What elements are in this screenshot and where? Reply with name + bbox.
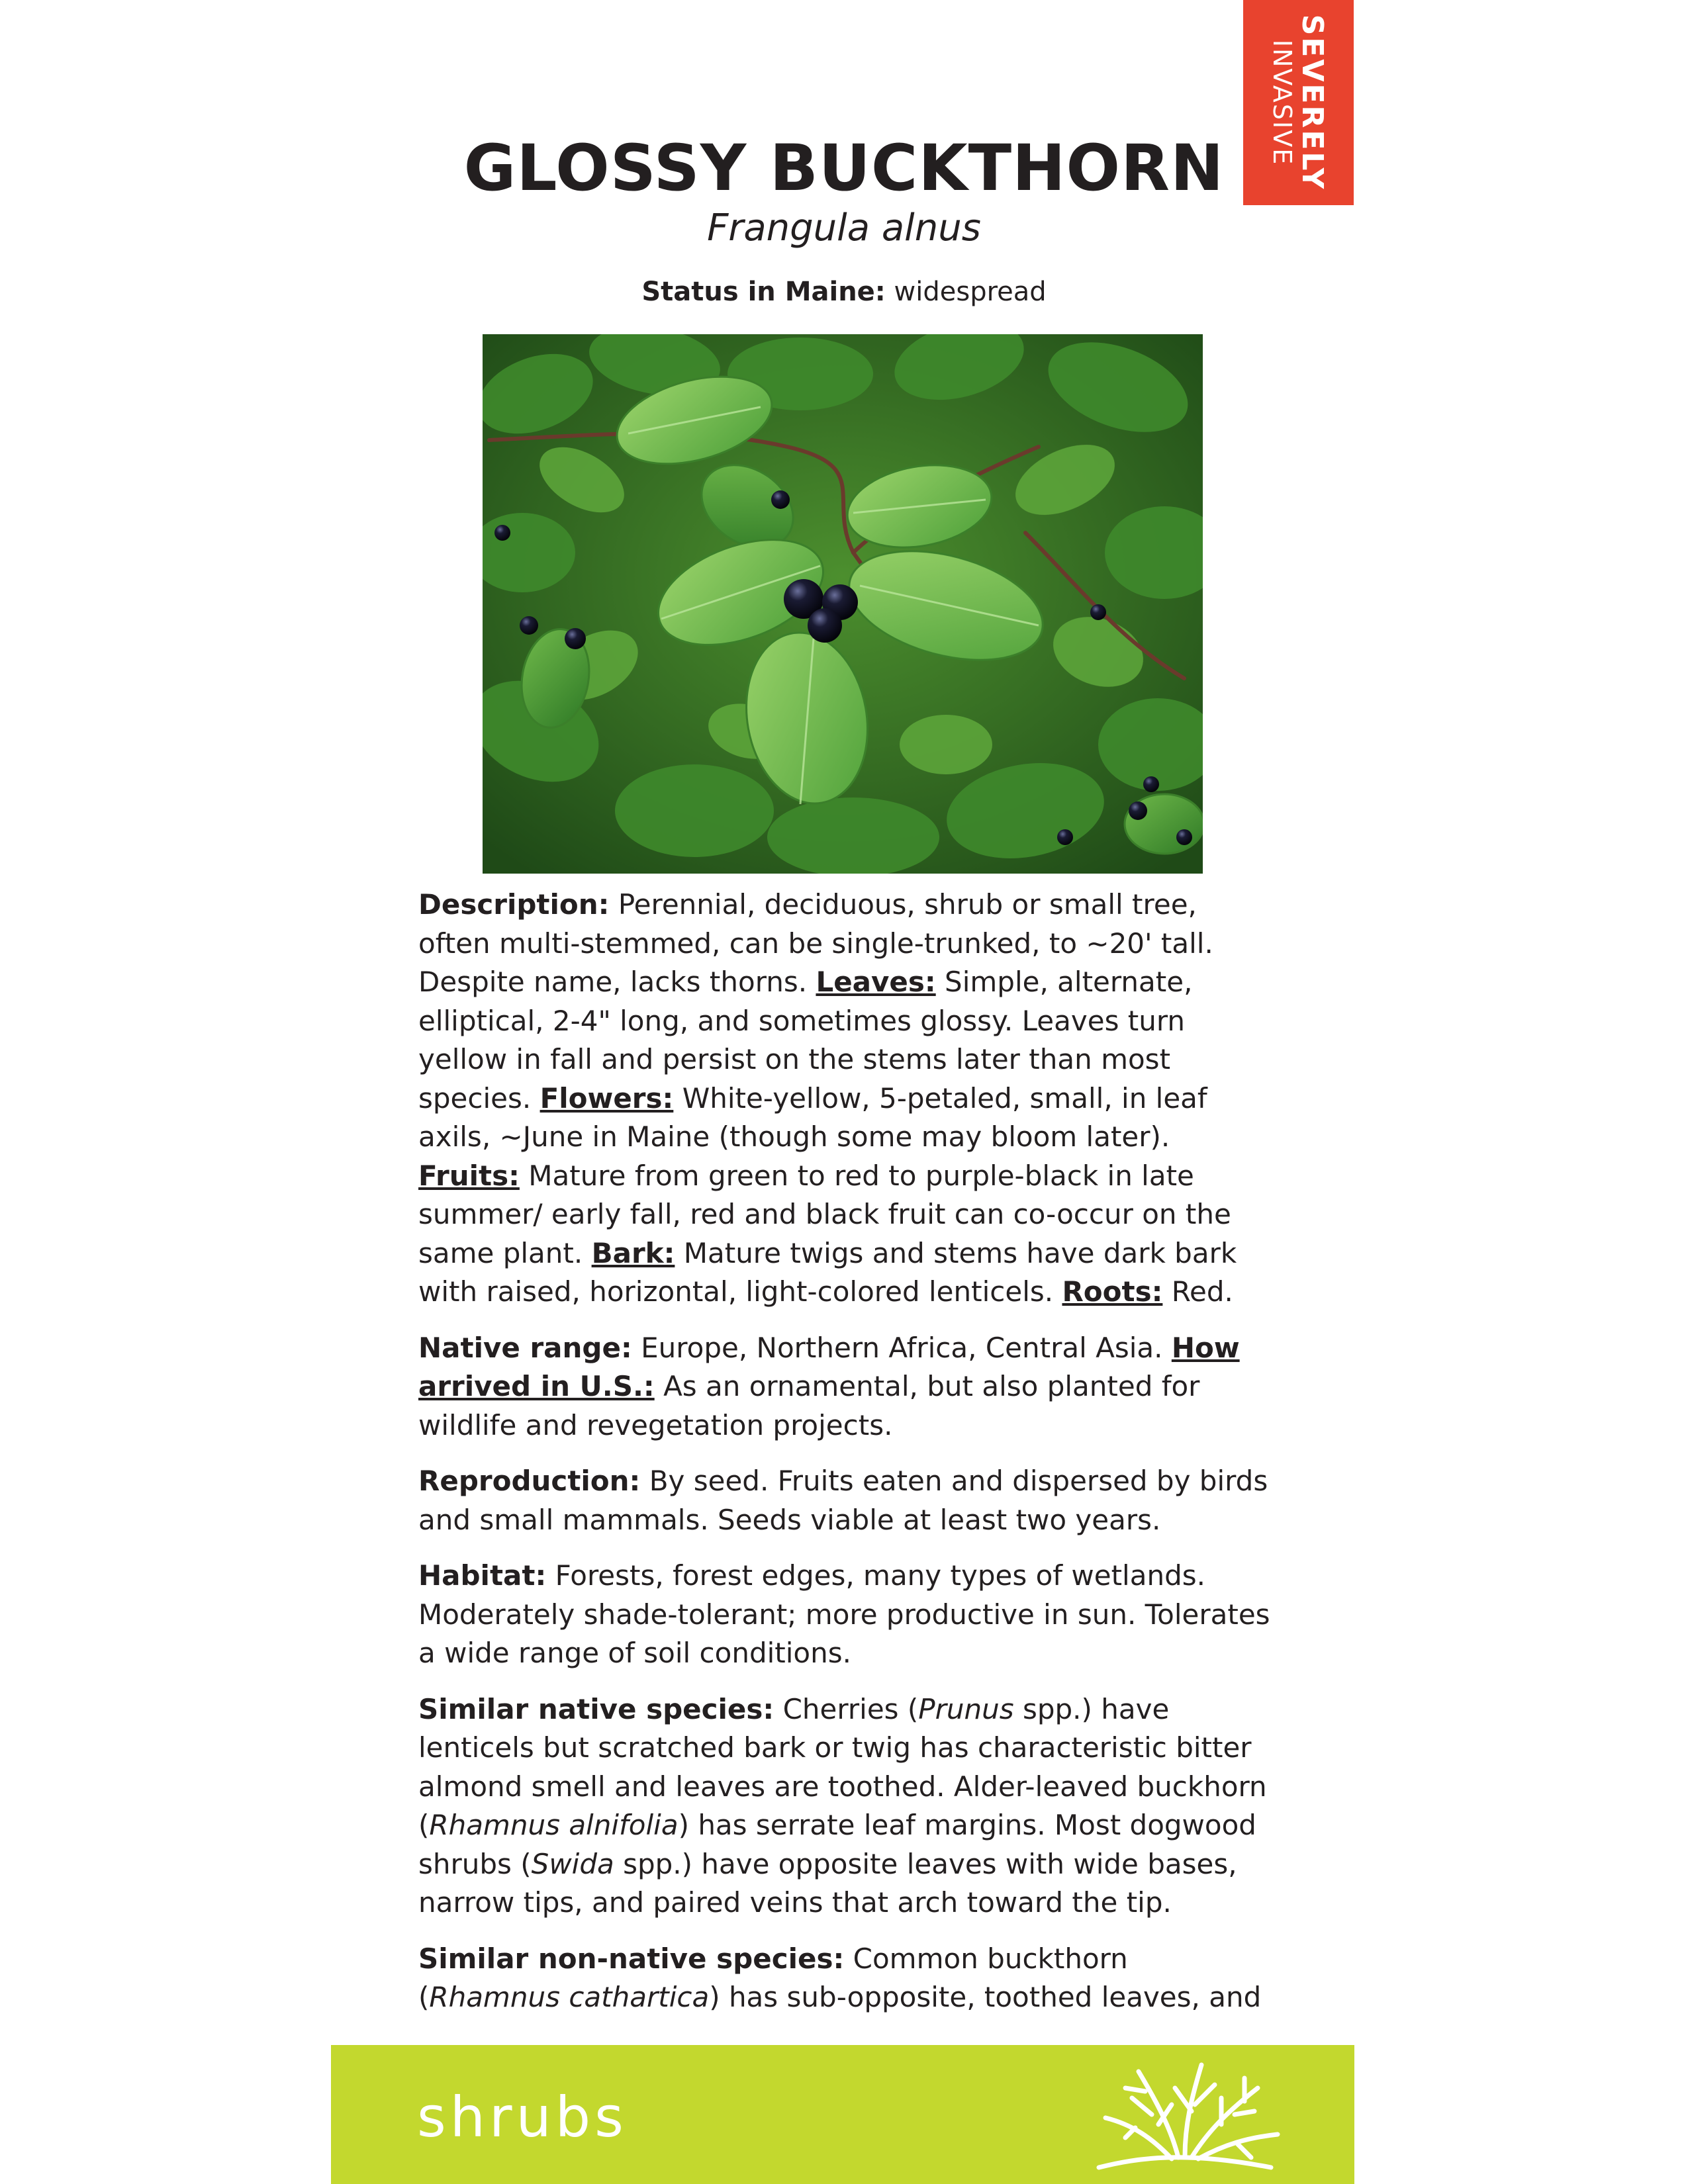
roots-text: Red. — [1171, 1275, 1233, 1308]
prunus-name: Prunus — [918, 1692, 1014, 1725]
fruits-label: Fruits: — [418, 1159, 520, 1192]
similar-native-text-4: spp.) have opposite leaves with wide bases, narrow tips, and paired veins that arch toward the tip. — [418, 1847, 1237, 1919]
badge-line1: SEVERELY — [1295, 14, 1330, 191]
habitat-paragraph — [418, 1557, 1272, 1673]
similar-native-text-1: Cherries ( — [782, 1692, 919, 1725]
species-text — [418, 886, 1272, 2034]
fruits-text: Mature from green to red to purple-black in late summer/ early fall, red and black fruit can co-occur on the same plant. — [418, 1159, 1231, 1269]
roots-label: Roots: — [1062, 1275, 1163, 1308]
similar-native-text-2: spp.) have lenticels but scratched bark or twig has characteristic bitter almond smell and leaves are toothed. Alder-leaved buckhorn ( — [418, 1692, 1267, 1841]
native-range-text: Europe, Northern Africa, Central Asia. — [641, 1331, 1163, 1364]
category-label: shrubs — [417, 2085, 628, 2150]
description-text: Perennial, deciduous, shrub or small tree, often multi-stemmed, can be single-trunked, to ~20' tall. Despite name, lacks thorns. — [418, 888, 1213, 998]
habitat-label: Habitat: — [418, 1559, 547, 1592]
similar-native-paragraph — [418, 1690, 1272, 1923]
category-footer — [331, 2045, 1354, 2184]
similar-nonnative-paragraph — [418, 1940, 1272, 2017]
shrub-icon — [1086, 2058, 1284, 2177]
similar-nonnative-text-1: Common buckthorn ( — [418, 1942, 1128, 2013]
badge-line2: INVASIVE — [1268, 39, 1297, 166]
similar-native-text-3: ) has serrate leaf margins. Most dogwood shrubs ( — [418, 1809, 1256, 1880]
rhamnus-alnifolia-name: Rhamnus alnifolia — [429, 1809, 679, 1841]
status-label: Status in Maine: — [641, 277, 886, 307]
reproduction-text: By seed. Fruits eaten and dispersed by birds and small mammals. Seeds viable at least two years. — [418, 1465, 1268, 1536]
leaves-label: Leaves: — [816, 966, 936, 998]
buckthorn-photo-illustration — [483, 334, 1203, 874]
similar-nonnative-text-2: ) has sub-opposite, toothed leaves, and — [709, 1981, 1262, 2013]
similar-native-label: Similar native species: — [418, 1692, 774, 1725]
similar-nonnative-label: Similar non-native species: — [418, 1942, 845, 1975]
swida-name: Swida — [531, 1847, 614, 1880]
habitat-text: Forests, forest edges, many types of wetlands. Moderately shade-tolerant; more productive in sun. Tolerates a wide range of soil conditions. — [418, 1559, 1270, 1669]
page-title: GLOSSY BUCKTHORN — [463, 131, 1225, 205]
bark-label: Bark: — [591, 1236, 675, 1269]
scientific-name: Frangula alnus — [707, 206, 981, 250]
flowers-text: White-yellow, 5-petaled, small, in leaf axils, ~June in Maine (though some may bloom later). — [418, 1081, 1207, 1153]
native-range-paragraph — [418, 1329, 1272, 1445]
reproduction-label: Reproduction: — [418, 1465, 641, 1497]
description-paragraph — [418, 886, 1272, 1312]
native-range-label: Native range: — [418, 1331, 632, 1364]
how-arrived-label: How arrived in U.S.: — [418, 1331, 1240, 1402]
flowers-label: Flowers: — [539, 1081, 674, 1115]
reproduction-paragraph — [418, 1462, 1272, 1539]
description-label: Description: — [418, 888, 610, 921]
how-arrived-text: As an ornamental, but also planted for wildlife and revegetation projects. — [418, 1370, 1200, 1441]
bark-text: Mature twigs and stems have dark bark with raised, horizontal, light-colored lenticels. — [418, 1236, 1237, 1308]
rhamnus-cathartica-name: Rhamnus cathartica — [429, 1981, 710, 2013]
species-photo — [483, 334, 1203, 874]
status-line — [397, 277, 1291, 307]
status-value: widespread — [894, 277, 1047, 307]
leaves-text: Simple, alternate, elliptical, 2-4" long, and sometimes glossy. Leaves turn yellow in fall and persist on the stems later than most species. — [418, 966, 1193, 1115]
